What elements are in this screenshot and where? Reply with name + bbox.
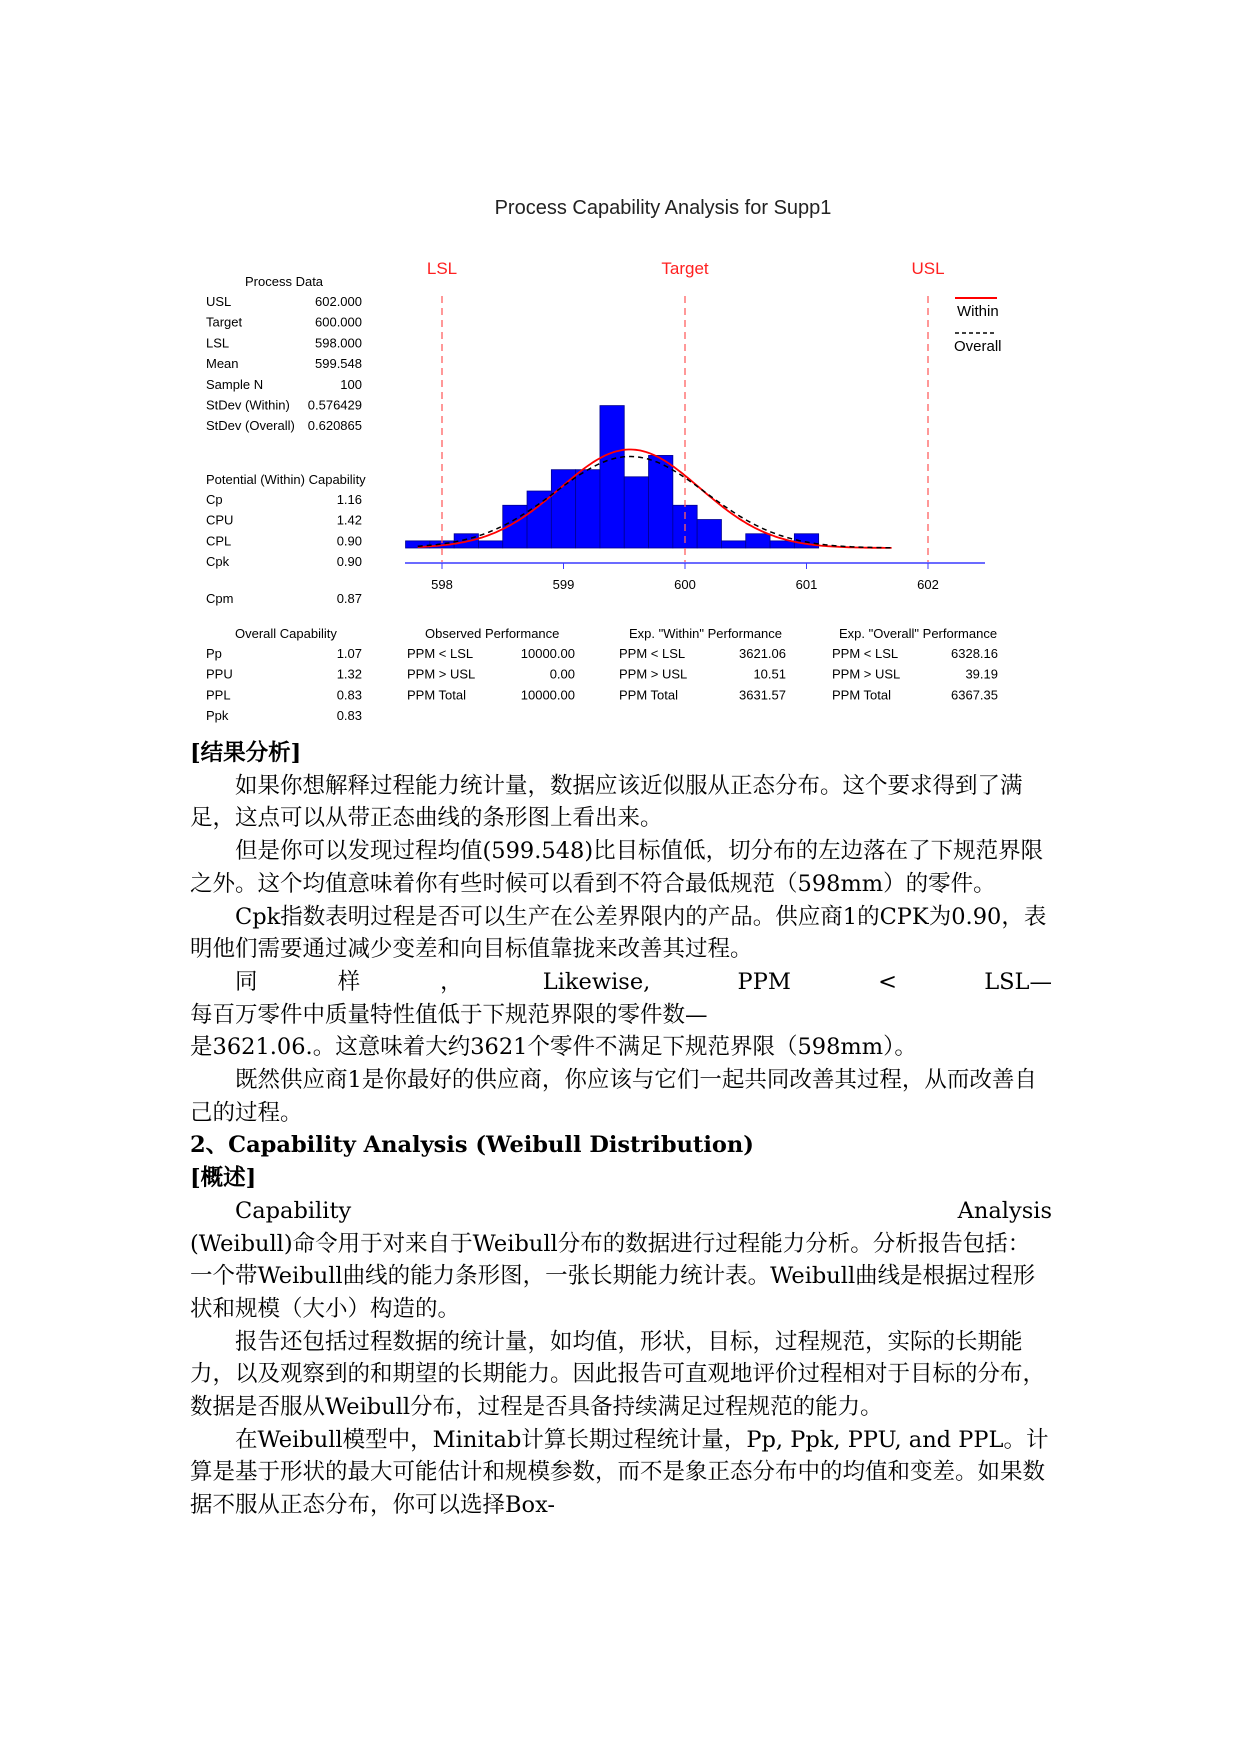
- x-tick-label: 601: [795, 577, 818, 592]
- overall-capability-value: 0.83: [336, 687, 362, 703]
- x-tick-label: 602: [917, 577, 939, 592]
- within-performance-table: [619, 646, 786, 702]
- overall-capability-label: Ppk: [206, 708, 229, 724]
- chart-title: Process Capability Analysis for Supp1: [494, 197, 832, 219]
- process-data-value: 100: [340, 376, 362, 392]
- overall-capability-label: PPU: [206, 666, 233, 682]
- x-tick-label: 598: [431, 577, 453, 592]
- overall-capability-value: 1.07: [336, 646, 362, 661]
- x-tick-label: 599: [552, 577, 575, 592]
- overview-heading: [概述]: [190, 1165, 257, 1192]
- process-data-value: 0.576429: [307, 397, 362, 413]
- overall-performance-table: [832, 646, 998, 702]
- x-ticks: [431, 563, 939, 592]
- overall-capability-table: [206, 646, 362, 723]
- paragraph-cpk: Cpk指数表明过程是否可以生产在公差界限内的产品。供应商1的CPK为0.90，表明他们需要通过减少变差和向目标值靠拢来改善其过程。: [190, 903, 1047, 963]
- within-performance-label: PPM Total: [619, 687, 679, 703]
- paragraph-mean: 但是你可以发现过程均值(599.548)比目标值低，切分布的左边落在了下规范界限之外。这个均值意味着你有些时候可以看到不符合最低规范（598mm）的零件。: [190, 838, 1044, 897]
- process-data-value: 598.000: [315, 335, 362, 351]
- histogram-bar-10: [649, 455, 673, 548]
- within-performance-value: 3621.06: [739, 646, 786, 661]
- process-data-label: Mean: [206, 356, 239, 372]
- histogram-bar-15: [770, 541, 794, 548]
- process-data-label: StDev (Overall): [206, 418, 295, 434]
- process-data-value: 0.620865: [307, 418, 362, 434]
- observed-performance-label: PPM > USL: [407, 666, 476, 682]
- histogram-bar-6: [551, 470, 575, 548]
- within-performance-value: 10.51: [753, 666, 786, 682]
- paragraph-minitab: 在Weibull模型中，Minitab计算长期过程统计量，Pp, Ppk, PPU, and PPL。计算是基于形状的最大可能估计和规模参数，而不是象正态分布中的均值和变差。如果数据不服从正态分布，你可以选择Box-: [190, 1426, 1049, 1519]
- overall-capability-heading: Overall Capability: [235, 626, 337, 641]
- process-data-label: LSL: [206, 335, 230, 351]
- process-data-value: 600.000: [315, 314, 362, 330]
- potential-capability-table: [206, 492, 362, 569]
- usl-label: USL: [911, 259, 945, 278]
- legend-within: Within: [957, 303, 999, 320]
- observed-heading: Observed Performance: [425, 626, 560, 641]
- lsl-label: LSL: [426, 259, 458, 278]
- cpm-value: 0.87: [336, 591, 362, 606]
- potential-capability-label: Cp: [206, 492, 223, 507]
- process-data-label: Sample N: [206, 376, 264, 392]
- paragraph-weibull-line1: Capability Analysis: [235, 1197, 1052, 1224]
- overall-performance-value: 39.19: [965, 666, 998, 682]
- potential-capability-label: CPU: [206, 512, 234, 528]
- overall-performance-value: 6328.16: [951, 646, 998, 661]
- within-performance-label: PPM < LSL: [619, 646, 686, 661]
- histogram-bar-9: [624, 477, 648, 548]
- potential-capability-label: CPL: [206, 533, 232, 549]
- result-heading: [结果分析]: [190, 740, 302, 766]
- observed-performance-label: PPM < LSL: [407, 646, 474, 661]
- observed-performance-label: PPM Total: [407, 687, 467, 703]
- paragraph-report: 报告还包括过程数据的统计量，如均值，形状，目标，过程规范，实际的长期能力，以及观察到的和期望的长期能力。因此报告可直观地评价过程相对于目标的分布，数据是否服从Weibull分布，过程是否具备持续满足过程规范的能力。: [190, 1328, 1046, 1421]
- histogram-bar-3: [478, 541, 502, 548]
- document-body: [190, 737, 1052, 1522]
- potential-capability-label: Cpk: [206, 554, 230, 570]
- overall-performance-value: 6367.35: [951, 687, 998, 703]
- overall-capability-value: 1.32: [336, 666, 362, 682]
- histogram-bar-12: [697, 520, 721, 548]
- histogram-bar-8: [600, 406, 624, 548]
- overall-capability-value: 0.83: [336, 708, 362, 724]
- legend-overall: Overall: [954, 338, 1002, 355]
- observed-performance-value: 10000.00: [520, 646, 575, 661]
- histogram-bar-13: [721, 541, 745, 548]
- within-performance-value: 3631.57: [739, 687, 786, 703]
- cpm-label: Cpm: [206, 591, 234, 606]
- x-tick-label: 600: [674, 577, 696, 592]
- potential-capability-value: 1.16: [336, 492, 362, 507]
- overall-performance-label: PPM < LSL: [832, 646, 899, 661]
- paragraph-normality: 如果你想解释过程能力统计量，数据应该近似服从正态分布。这个要求得到了满足，这点可以从带正态曲线的条形图上看出来。: [190, 772, 1023, 832]
- section2-heading: 2、Capability Analysis (Weibull Distribution): [190, 1132, 754, 1159]
- overall-perf-heading: Exp. "Overall" Performance: [839, 626, 998, 641]
- target-label: Target: [661, 259, 709, 278]
- observed-performance-table: [407, 646, 575, 702]
- overall-capability-label: PPL: [206, 687, 231, 703]
- process-data-table: [206, 294, 362, 433]
- process-data-value: 602.000: [315, 294, 362, 309]
- observed-performance-value: 0.00: [549, 666, 575, 682]
- potential-capability-value: 0.90: [336, 533, 362, 549]
- histogram-bar-14: [746, 534, 770, 548]
- process-data-label: Target: [206, 314, 243, 330]
- overall-performance-label: PPM Total: [832, 687, 892, 703]
- process-data-label: USL: [206, 294, 232, 309]
- potential-heading: Potential (Within) Capability: [206, 472, 366, 487]
- potential-capability-value: 0.90: [336, 554, 362, 570]
- process-data-heading: Process Data: [245, 274, 324, 289]
- paragraph-supplier: 既然供应商1是你最好的供应商，你应该与它们一起共同改善其过程，从而改善自己的过程。: [190, 1067, 1037, 1126]
- capability-chart: [0, 0, 1241, 740]
- histogram-bars: [406, 406, 819, 548]
- paragraph-ppm-line2: 每百万零件中质量特性值低于下规范界限的零件数—: [190, 1001, 708, 1028]
- process-data-value: 599.548: [315, 356, 362, 372]
- paragraph-ppm-line1: 同样，Likewise, PPM < LSL—: [235, 968, 1052, 995]
- within-performance-label: PPM > USL: [619, 666, 688, 682]
- within-perf-heading: Exp. "Within" Performance: [629, 626, 783, 641]
- overall-capability-label: Pp: [206, 646, 222, 661]
- overall-performance-label: PPM > USL: [832, 666, 901, 682]
- potential-capability-value: 1.42: [336, 512, 362, 528]
- observed-performance-value: 10000.00: [520, 687, 575, 703]
- histogram-bar-7: [576, 470, 600, 548]
- paragraph-ppm-line3: 是3621.06.。这意味着大约3621个零件不满足下规范界限（598mm）。: [190, 1034, 917, 1061]
- paragraph-weibull: (Weibull)命令用于对来自于Weibull分布的数据进行过程能力分析。分析报告包括：一个带Weibull曲线的能力条形图，一张长期能力统计表。Weibull曲线是根据过程形状和规模（大小）构造的。: [190, 1230, 1036, 1322]
- process-data-label: StDev (Within): [206, 397, 290, 413]
